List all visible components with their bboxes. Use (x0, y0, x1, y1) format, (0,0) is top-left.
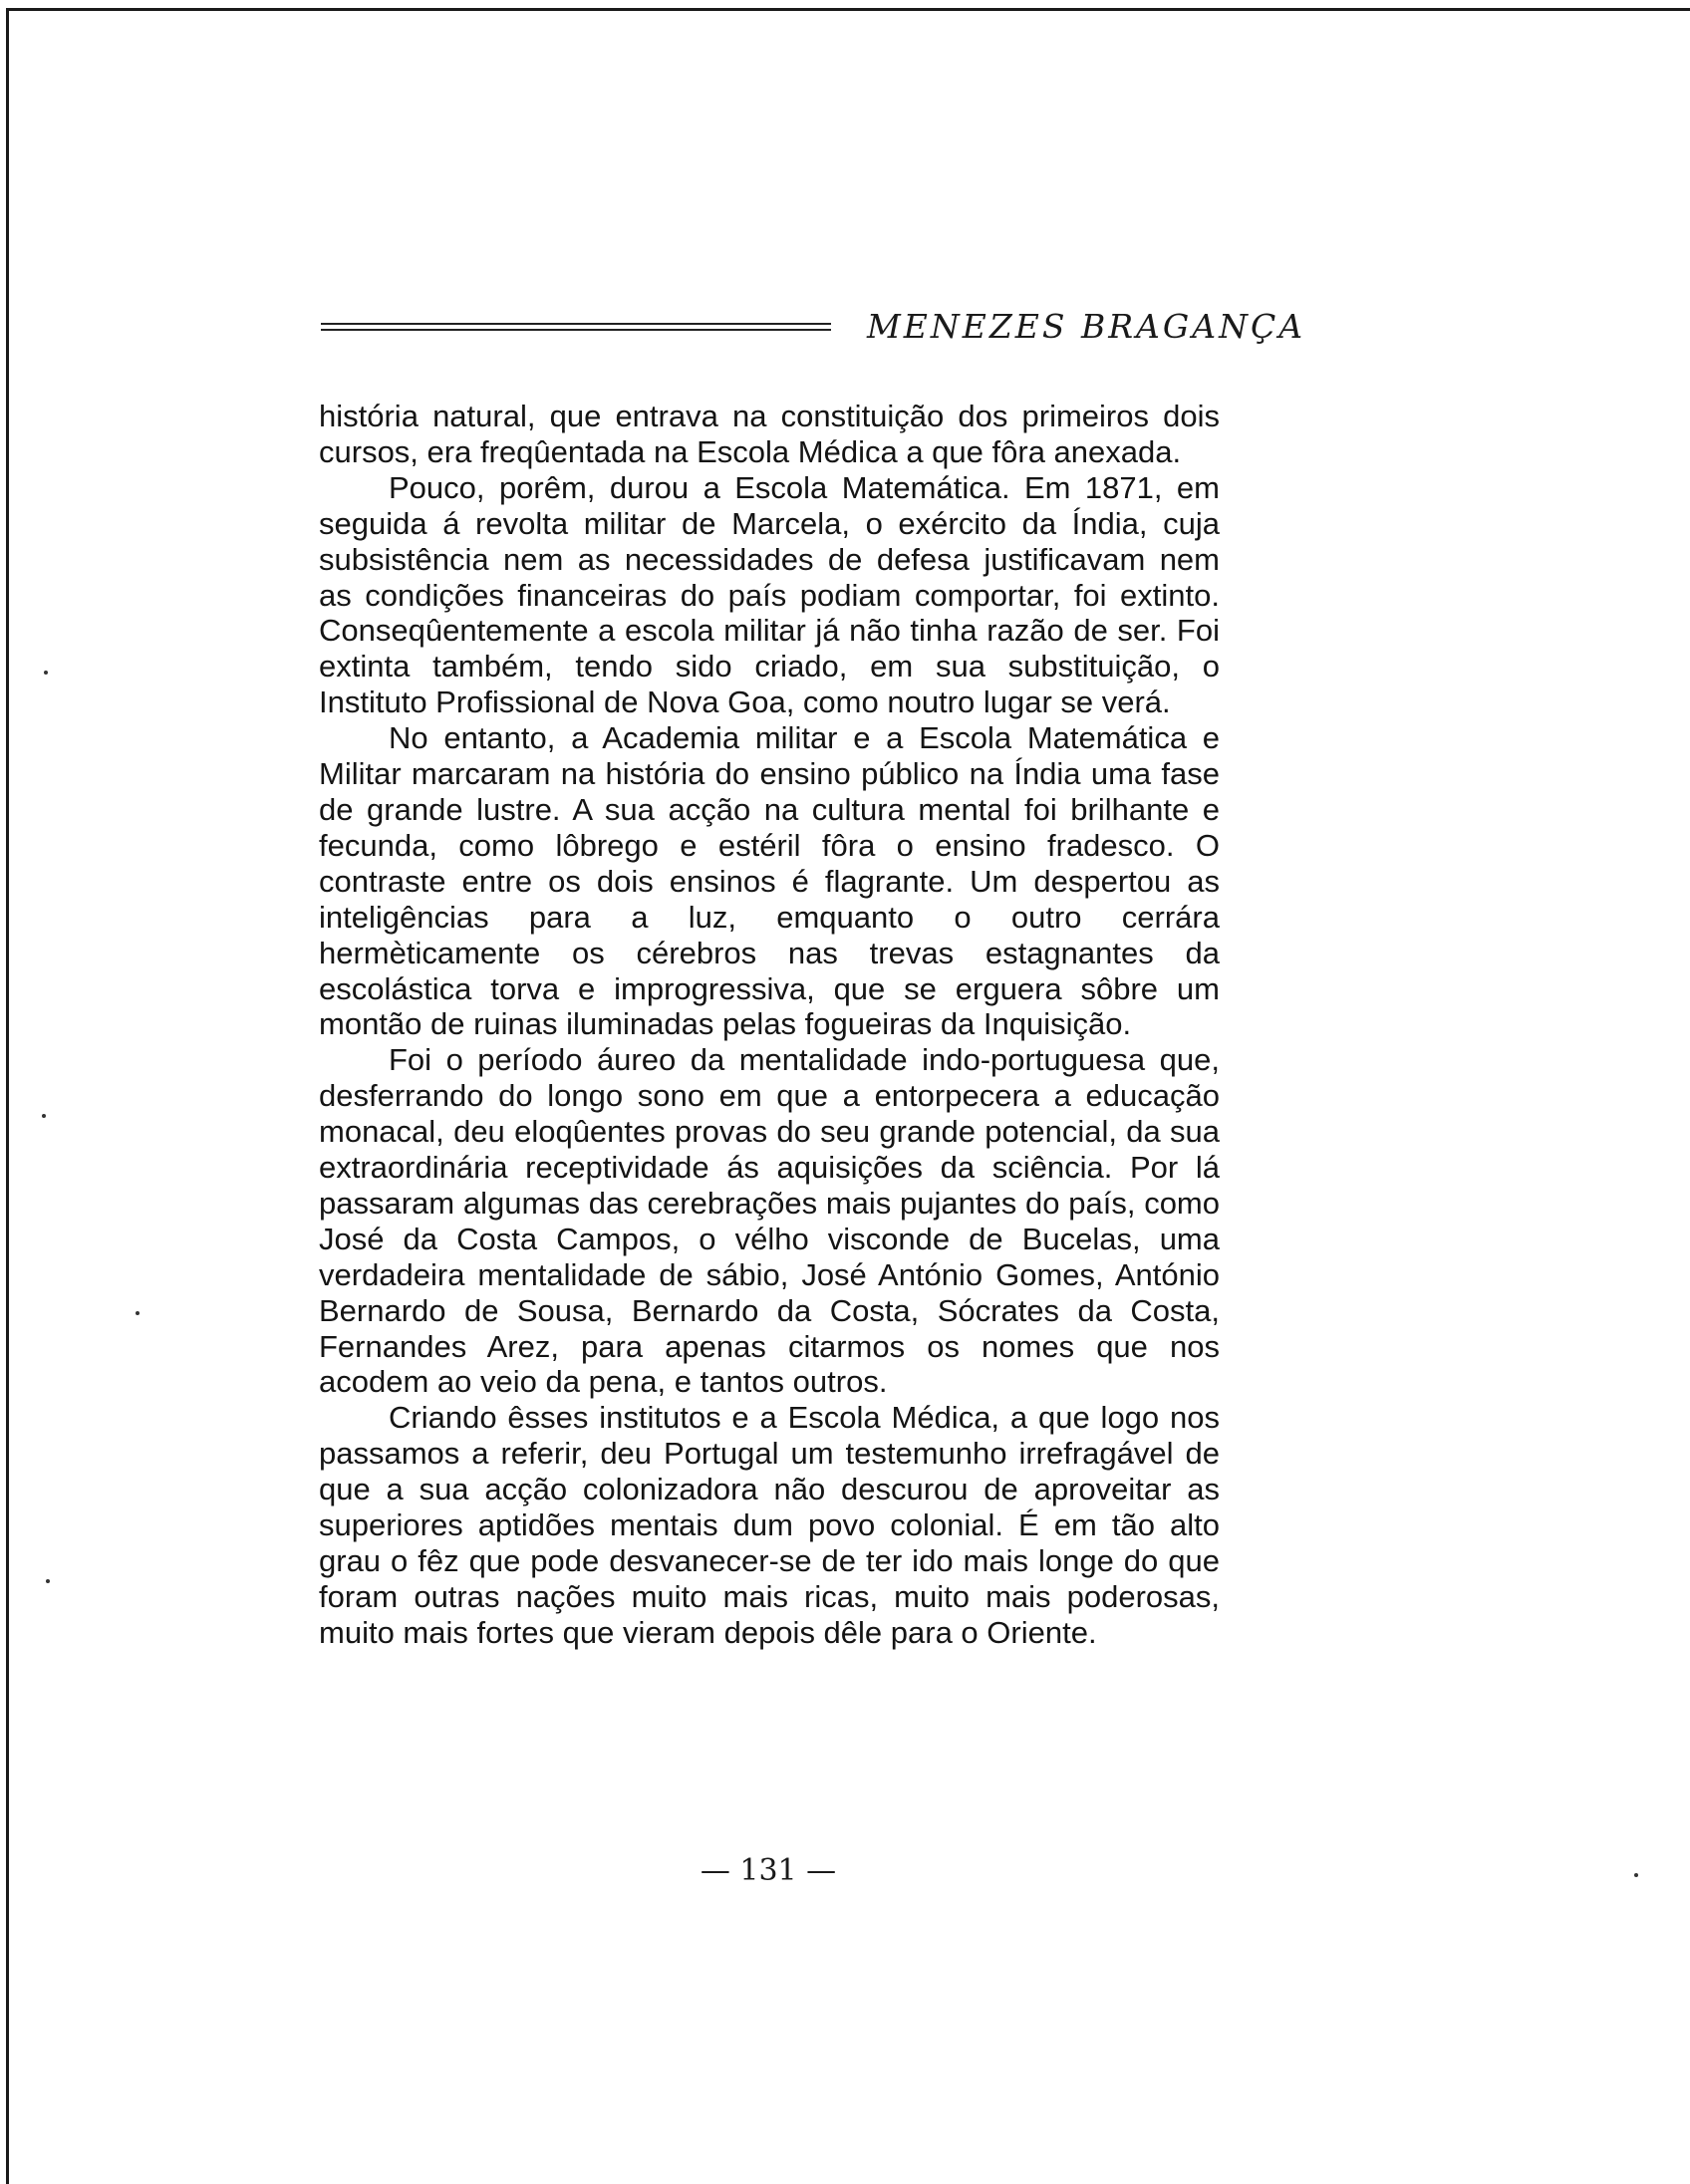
paragraph-1: história natural, que entrava na constituição dos primeiros dois cursos, era freqûentada na Escola Médica a que fôra anexada. (319, 399, 1220, 469)
scan-speck (1634, 1873, 1638, 1877)
paragraph-5: Criando êsses institutos e a Escola Médica, a que logo nos passamos a referir, deu Portugal um testemunho irrefragável de que a sua acção colonizadora não descurou de aproveitar as superiores aptidões mentais dum povo colonial. É em tão alto grau o fêz que pode desvanecer-se de ter ido mais longe do que foram outras nações muito mais ricas, muito mais poderosas, muito mais fortes que vieram depois dêle para o Oriente. (319, 1400, 1220, 1650)
scan-speck (46, 1579, 50, 1583)
paragraph-3: No entanto, a Academia militar e a Escola Matemática e Militar marcaram na história do ensino público na Índia uma fase de grande lustre. A sua acção na cultura mental foi brilhante e fecunda, como lôbrego e estéril fôra o ensino fradesco. O contraste entre os dois ensinos é flagrante. Um despertou as inteligências para a luz, emquanto o outro cerrára hermèticamente os cérebros nas trevas estagnantes da escolástica torva e improgressiva, que se erguera sôbre um montão de ruinas iluminadas pelas fogueiras da Inquisição. (319, 720, 1220, 1042)
header-rule (321, 323, 831, 333)
running-header (321, 307, 1306, 349)
paragraph-4: Foi o período áureo da mentalidade indo-portuguesa que, desferrando do longo sono em que a entorpecera a educação monacal, deu eloqûentes provas do seu grande potencial, da sua extraordinária receptividade ás aquisições da sciência. Por lá passaram algumas das cerebrações mais pujantes do país, como José da Costa Campos, o vélho visconde de Bucelas, uma verdadeira mentalidade de sábio, José António Gomes, António Bernardo de Sousa, Bernardo da Costa, Sócrates da Costa, Fernandes Arez, para apenas citarmos os nomes que nos acodem ao veio da pena, e tantos outros. (319, 1042, 1220, 1400)
running-title: MENEZES BRAGANÇA (867, 307, 1306, 346)
scan-speck (42, 1114, 46, 1118)
scan-speck (136, 1311, 140, 1315)
scan-border-top (6, 8, 1690, 11)
scan-speck (44, 671, 48, 675)
body-text (319, 399, 1220, 1651)
paragraph-2: Pouco, porêm, durou a Escola Matemática. Em 1871, em seguida á revolta militar de Marcela, o exército da Índia, cuja subsistência nem as necessidades de defesa justificavam nem as condições financeiras do país podiam comportar, foi extinto. Conseqûentemente a escola militar já não tinha razão de ser. Foi extinta também, tendo sido criado, em sua substituição, o Instituto Profissional de Nova Goa, como noutro lugar se verá. (319, 469, 1220, 720)
page-number: — 131 — (700, 1853, 837, 1888)
